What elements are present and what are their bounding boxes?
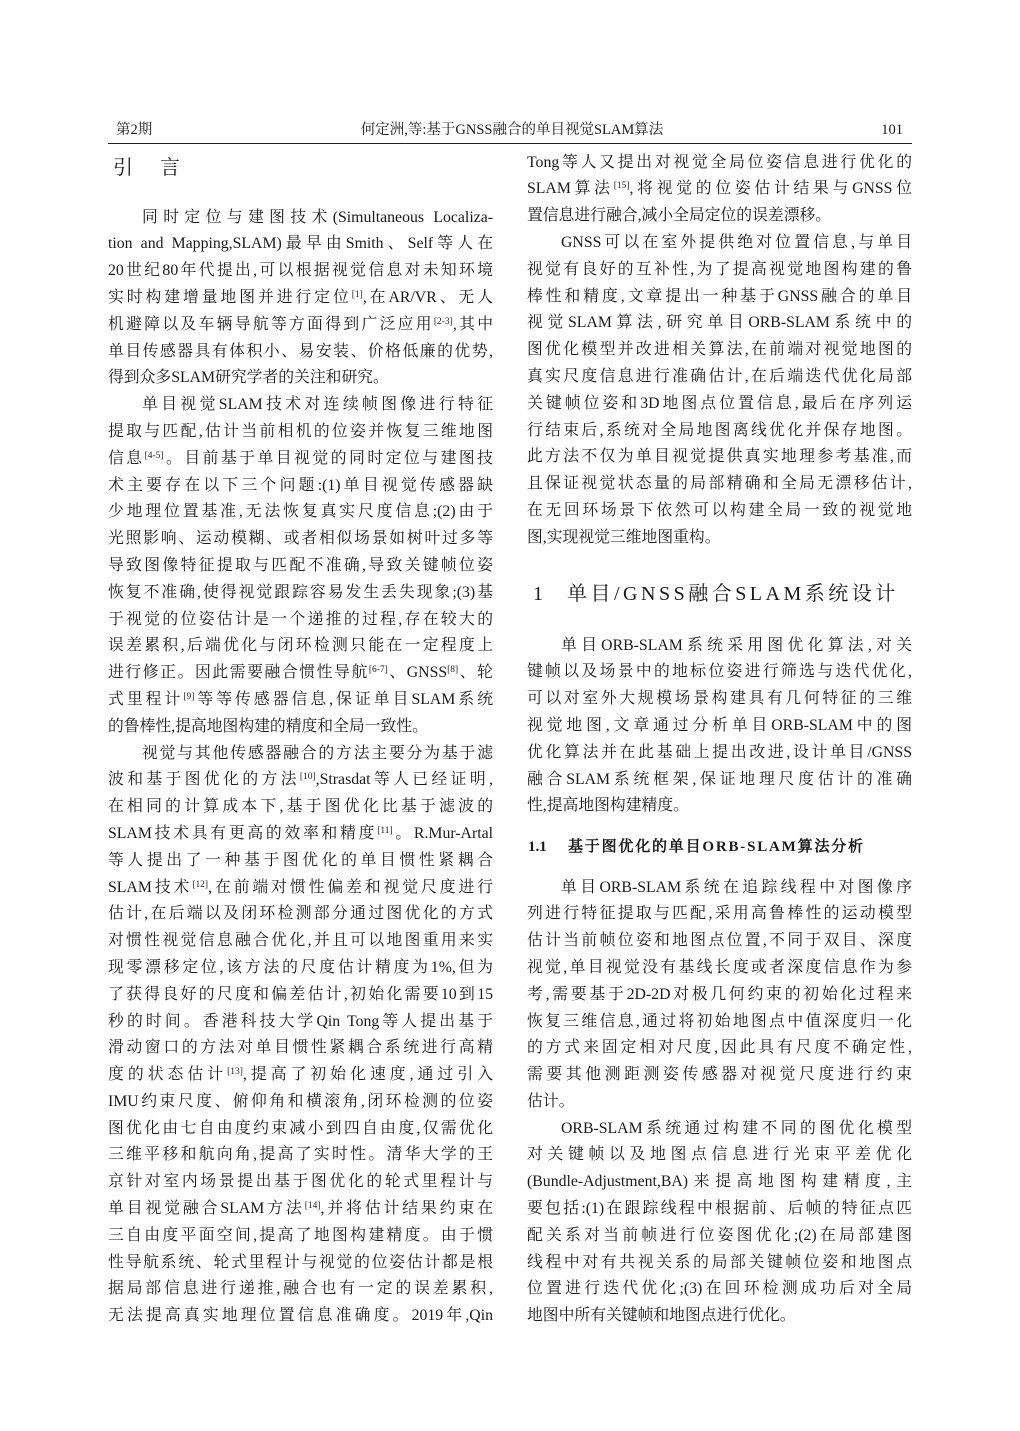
citation-ref: [1] [351, 289, 363, 300]
text-line: 机避障以及车辆导航等方面得到广泛应用[2-3],其中 [108, 315, 493, 333]
text-line: 且保证视觉状态量的局部精确和全局无漂移估计, [527, 475, 912, 493]
text-line: 位置进行迭代优化;(3)在回环检测成功后对全局 [527, 1280, 912, 1298]
text-line: 三自由度平面空间,提高了地图构建精度。由于惯 [108, 1226, 493, 1244]
text-line: 滑动窗口的方法对单目惯性紧耦合系统进行高精 [108, 1039, 493, 1057]
citation-ref: [11] [377, 825, 393, 836]
text-line: 无法提高真实地理位置信息准确度。2019年,Qin [108, 1307, 493, 1325]
text-line: 误差累积,后端优化与闭环检测只能在一定程度上 [108, 637, 493, 655]
text-line: 图优化由七自由度约束减小到四自由度,仅需优化 [108, 1119, 493, 1137]
text-line: 单目视觉SLAM技术对连续帧图像进行特征 [142, 396, 493, 414]
paragraph [108, 205, 493, 393]
text-line: SLAM算法[15],将视觉的位姿估计结果与GNSS位 [527, 180, 912, 198]
section-title: 基于图优化的单目ORB-SLAM算法分析 [568, 839, 865, 856]
citation-ref: [13] [227, 1066, 243, 1077]
text-line: 键帧以及场景中的地标位姿进行筛选与迭代优化, [527, 663, 912, 681]
text-line: 现零漂移定位,该方法的尺度估计精度为1%,但为 [108, 958, 493, 976]
text-line: 图优化模型并改进相关算法,在前端对视觉地图的 [527, 341, 912, 359]
text-line: 置信息进行融合,减小全局定位的误差漂移。 [527, 207, 832, 225]
text-line: 视觉地图,文章通过分析单目ORB-SLAM中的图 [527, 716, 912, 734]
text-line: (Bundle-Adjustment,BA)来提高地图构建精度,主 [527, 1173, 912, 1191]
text-line: 三维平移和航向角,提高了实时性。清华大学的王 [108, 1146, 493, 1164]
text-line: 同时定位与建图技术(Simultaneous Localiza- [142, 208, 493, 226]
text-line: 信息[4-5]。目前基于单目视觉的同时定位与建图技 [108, 449, 493, 467]
text-line: 少地理位置基准,无法恢复真实尺度信息;(2)由于 [108, 503, 493, 521]
citation-ref: [8] [447, 664, 459, 675]
text-line: 得到众多SLAM研究学者的关注和研究。 [108, 369, 389, 387]
section-heading [108, 148, 493, 188]
text-line: 优化算法并在此基础上提出改进,设计单目/GNSS [527, 743, 912, 761]
text-line: 提取与匹配,估计当前相机的位姿并恢复三维地图 [108, 422, 493, 440]
text-line: ORB-SLAM系统通过构建不同的图优化模型 [561, 1119, 912, 1137]
text-line: Tong等人又提出对视觉全局位姿信息进行优化的 [527, 153, 912, 171]
text-line: IMU约束尺度、俯仰角和横滚角,闭环检测的位姿 [108, 1092, 493, 1110]
running-header [108, 118, 912, 144]
subsection-heading [527, 820, 912, 874]
text-line: 估计,在后端以及闭环检测部分通过图优化的方式 [108, 905, 493, 923]
text-line: 视觉,单目视觉没有基线长度或者深度信息作为参 [527, 958, 912, 976]
text-line: 关键帧位姿和3D地图点位置信息,最后在序列运 [527, 394, 912, 412]
section-number: 1 [533, 582, 543, 605]
citation-ref: [4-5] [144, 450, 164, 461]
text-line: 式里程计[9]等等传感器信息,保证单目SLAM系统 [108, 690, 493, 708]
text-line: 性,提高地图构建精度。 [527, 797, 689, 815]
citation-ref: [12] [192, 879, 209, 890]
text-line: 进行修正。因此需要融合惯性导航[6-7]、GNSS[8]、轮 [108, 664, 493, 682]
citation-ref: [10] [299, 772, 316, 783]
text-line: 于视觉的位姿估计是一个递推的过程,存在较大的 [108, 610, 493, 628]
text-line: 真实尺度信息进行准确估计,在后端迭代优化局部 [527, 367, 912, 385]
right-column [527, 150, 912, 1330]
text-line: 的方式来固定相对尺度,因此具有尺度不确定性, [527, 1039, 912, 1057]
text-line: 了获得良好的尺度和偏差估计,初始化需要10到15 [108, 985, 493, 1003]
citation-ref: [9] [183, 691, 195, 702]
text-line: 估计。 [527, 1092, 575, 1110]
text-line: 图,实现视觉三维地图重构。 [527, 528, 721, 546]
text-line: 行结束后,系统对全局地图离线优化并保存地图。 [527, 421, 912, 439]
text-line: 估计当前帧位姿和地图点位置,不同于双目、深度 [527, 932, 912, 950]
citation-ref: [14] [304, 1200, 321, 1211]
text-line: 单目视觉融合SLAM方法[14],并将估计结果约束在 [108, 1200, 494, 1218]
text-line: 地图中所有关键帧和地图点进行优化。 [527, 1307, 796, 1325]
text-line: 性导航系统、轮式里程计与视觉的位姿估计都是根 [108, 1253, 493, 1271]
running-title: 何定洲,等:基于GNSS融合的单目视觉SLAM算法 [360, 122, 664, 138]
text-line: 在相同的计算成本下,基于图优化比基于滤波的 [108, 798, 493, 816]
text-line: 线程中对有共视关系的局部关键帧位姿和地图点 [527, 1253, 912, 1271]
text-line: 对惯性视觉信息融合优化,并且可以地图重用来实 [108, 932, 493, 950]
text-line: 要包括:(1)在跟踪线程中根据前、后帧的特征点匹 [527, 1200, 912, 1218]
text-line: GNSS可以在室外提供绝对位置信息,与单目 [561, 233, 912, 251]
text-line: 度的状态估计[13],提高了初始化速度,通过引入 [108, 1066, 493, 1084]
text-line: tion and Mapping,SLAM)最早由Smith、Self等人在 [108, 235, 493, 253]
text-line: 在无回环场景下依然可以构建全局一致的视觉地 [527, 501, 912, 519]
section-heading [527, 574, 912, 614]
text-line: 可以对室外大规模场景构建具有几何特征的三维 [527, 690, 912, 708]
text-line: 术主要存在以下三个问题:(1)单目视觉传感器缺 [108, 476, 493, 494]
section-number: 1.1 [528, 839, 547, 856]
text-line: 恢复不准确,使得视觉跟踪容易发生丢失现象;(3)基 [108, 583, 493, 601]
text-line: 单目ORB-SLAM系统在追踪线程中对图像序 [561, 878, 912, 896]
text-line: 融合SLAM系统框架,保证地理尺度估计的准确 [527, 770, 912, 788]
citation-ref: [15] [613, 181, 630, 192]
text-line: 视觉SLAM算法,研究单目ORB-SLAM系统中的 [527, 314, 912, 332]
issue-number: 第2期 [116, 122, 153, 138]
text-line: 导致图像特征提取与匹配不准确,导致关键帧位姿 [108, 556, 493, 574]
page-number: 101 [881, 122, 903, 138]
text-line: 对关键帧以及地图点信息进行光束平差优化 [527, 1146, 912, 1164]
citation-ref: [6-7] [368, 664, 388, 675]
text-line: 据局部信息进行递推,融合也有一定的误差累积, [108, 1280, 493, 1298]
text-line: 的鲁棒性,提高地图构建的精度和全局一致性。 [108, 717, 428, 735]
text-line: 恢复三维信息,通过将初始地图点中值深度归一化 [527, 1012, 912, 1030]
text-line: 视觉有良好的互补性,为了提高视觉地图构建的鲁 [527, 260, 912, 278]
text-line: 光照影响、运动模糊、或者相似场景如树叶过多等 [108, 530, 493, 548]
text-line: 波和基于图优化的方法[10],Strasdat等人已经证明, [108, 771, 493, 789]
text-line: 棒性和精度,文章提出一种基于GNSS融合的单目 [527, 287, 912, 305]
paragraph [527, 230, 912, 552]
text-line: 秒的时间。香港科技大学Qin Tong等人提出基于 [108, 1012, 493, 1030]
text-line: 列进行特征提取与匹配,采用高鲁棒性的运动模型 [527, 905, 912, 923]
text-line: SLAM技术[12],在前端对惯性偏差和视觉尺度进行 [108, 878, 494, 896]
paragraph [527, 1116, 912, 1330]
paragraph [108, 741, 493, 1331]
text-line: 配关系对当前帧进行位姿图优化;(2)在局部建图 [527, 1226, 912, 1244]
text-line: 考,需要基于2D-2D对极几何约束的初始化过程来 [527, 985, 912, 1003]
paragraph [527, 633, 912, 821]
text-line: 需要其他测距测姿传感器对视觉尺度进行约束 [527, 1066, 912, 1084]
citation-ref: [2-3] [433, 316, 453, 327]
text-line: 单目传感器具有体积小、易安装、价格低廉的优势, [108, 342, 493, 360]
text-line: 20世纪80年代提出,可以根据视觉信息对未知环境 [108, 262, 493, 280]
text-line: 实时构建增量地图并进行定位[1],在AR/VR、无人 [108, 288, 493, 306]
text-line: SLAM技术具有更高的效率和精度[11]。R.Mur-Artal [108, 824, 494, 842]
text-line: 视觉与其他传感器融合的方法主要分为基于滤 [142, 744, 493, 762]
paragraph [527, 150, 912, 230]
section-title: 单目/GNSS融合SLAM系统设计 [567, 582, 899, 605]
paragraph [527, 875, 912, 1116]
paragraph [108, 392, 493, 740]
text-line: 单目ORB-SLAM系统采用图优化算法,对关 [561, 636, 912, 654]
text-line: 此方法不仅为单目视觉提供真实地理参考基准,而 [527, 448, 912, 466]
text-line: 等人提出了一种基于图优化的单目惯性紧耦合 [108, 851, 493, 869]
section-title: 引 言 [113, 157, 184, 179]
left-column [108, 148, 493, 1330]
text-line: 京针对室内场景提出基于图优化的轮式里程计与 [108, 1173, 493, 1191]
